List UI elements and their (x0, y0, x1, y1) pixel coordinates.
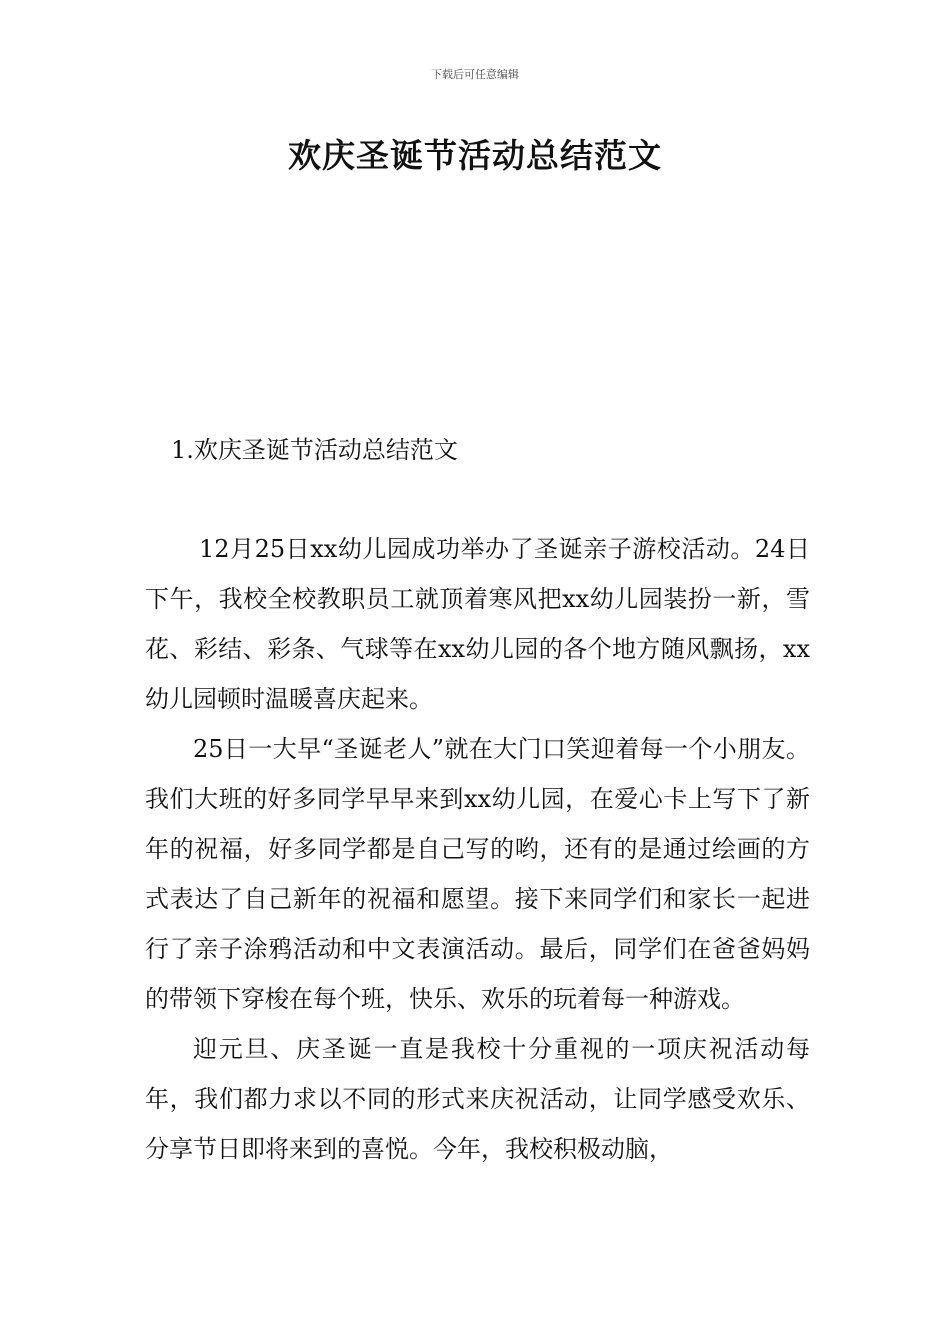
document-title: 欢庆圣诞节活动总结范文 (288, 136, 662, 175)
paragraph-2: 25日一大早“圣诞老人”就在大门口笑迎着每一个小朋友。我们大班的好多同学早早来到xx幼儿园，在爱心卡上写下了新年的祝福，好多同学都是自己写的哟，还有的是通过绘画的方式表达了自己新年的祝福和愿望。接下来同学们和家长一起进行了亲子涂鸦活动和中文表演活动。最后，同学们在爸爸妈妈的带领下穿梭在每个班，快乐、欢乐的玩着每一种游戏。 (145, 735, 810, 1013)
section-heading: 1.欢庆圣诞节活动总结范文 (171, 436, 458, 464)
document-body (145, 524, 810, 1174)
paragraph-1: 12月25日xx幼儿园成功举办了圣诞亲子游校活动。24日下午，我校全校教职员工就顶着寒风把xx幼儿园装扮一新，雪花、彩结、彩条、气球等在xx幼儿园的各个地方随风飘扬，xx幼儿园顿时温暖喜庆起来。 (145, 535, 810, 713)
header-note: 下载后可任意编辑 (431, 68, 519, 81)
paragraph-3: 迎元旦、庆圣诞一直是我校十分重视的一项庆祝活动每年，我们都力求以不同的形式来庆祝活动，让同学感受欢乐、分享节日即将来到的喜悦。今年，我校积极动脑， (145, 1035, 810, 1163)
